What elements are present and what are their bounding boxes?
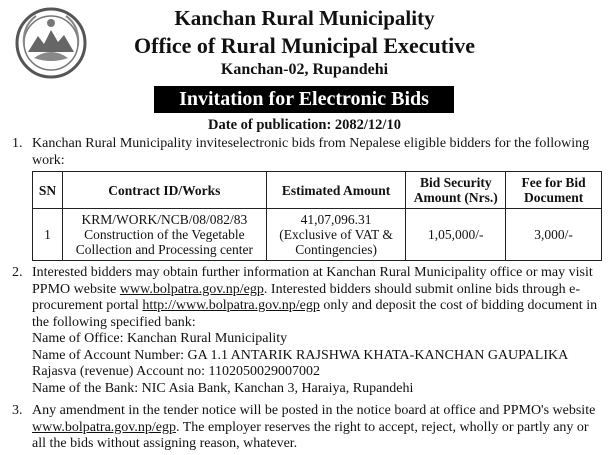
column-header: Estimated Amount xyxy=(266,172,406,209)
estimated-amount: 41,07,096.31 xyxy=(300,212,372,227)
column-header: SN xyxy=(33,172,63,209)
column-header: Bid Security Amount (Nrs.) xyxy=(406,172,506,209)
paragraph-number: 2. xyxy=(12,265,23,280)
table-header-row xyxy=(33,172,602,209)
column-header: Contract ID/Works xyxy=(62,172,266,209)
bank-name-line: Name of the Bank: NIC Asia Bank, Kanchan 3, Haraiya, Rupandehi xyxy=(32,380,414,396)
cell-fee: 3,000/- xyxy=(506,209,602,261)
cell-sn: 1 xyxy=(33,209,63,261)
account-number-line: Rajasva (revenue) Account no: 1102050029007002 xyxy=(32,364,320,379)
paragraph-text: . The employer reserves the right to accept, reject, wholly or partly any or all the bids without assigning reason, whatever. xyxy=(32,419,589,451)
ppmo-website-link[interactable]: www.bolpatra.gov.np/egp xyxy=(32,419,176,435)
paragraph-number: 3. xyxy=(12,403,23,418)
paragraph-3 xyxy=(12,403,602,453)
paragraph-1 xyxy=(12,136,602,169)
work-description: Collection and Processing center xyxy=(75,242,254,257)
bid-details-table xyxy=(32,171,602,261)
paragraph-2 xyxy=(12,265,602,397)
work-description: Construction of the Vegetable xyxy=(84,227,245,242)
ppmo-website-link[interactable]: www.bolpatra.gov.np/egp xyxy=(119,281,264,297)
paragraph-text: only and deposit the cost of bidding document in the following specified bank: xyxy=(32,298,598,330)
paragraph-text: Kanchan Rural Municipality inviteselectronic bids from Nepalese eligible bidders for the following work: xyxy=(32,136,590,168)
office-name: Office of Rural Municipal Executive xyxy=(134,33,475,58)
cell-amount xyxy=(266,209,406,261)
paragraph-number: 1. xyxy=(12,136,23,151)
contract-id: KRM/WORK/NCB/08/082/83 xyxy=(81,212,248,227)
amount-note: Contingencies) xyxy=(295,242,377,257)
paragraph-text: Any amendment in the tender notice will be posted in the notice board at office and PPMO's website xyxy=(32,403,596,418)
office-name-line: Name of Office: Kanchan Rural Municipality xyxy=(32,331,288,346)
e-procurement-portal-link[interactable]: http://www.bolpatra.gov.np/egp xyxy=(142,298,320,313)
table-row xyxy=(33,209,602,261)
amount-note: (Exclusive of VAT & xyxy=(279,227,393,242)
paragraph-text: Interested bidders may obtain further information at Kanchan Rural Municipality office or may visit PPMO website xyxy=(32,265,593,297)
publication-date: Date of publication: 2082/12/10 xyxy=(208,117,401,133)
account-name-line: Name of Account Number: GA 1.1 ANTARIK RAJSHWA KHATA-KANCHAN GAUPALIKA xyxy=(32,347,569,363)
municipality-name: Kanchan Rural Municipality xyxy=(174,6,435,30)
column-header: Fee for Bid Document xyxy=(506,172,602,209)
cell-bid-security: 1,05,000/- xyxy=(406,209,506,261)
office-address: Kanchan-02, Rupandehi xyxy=(220,61,389,78)
paragraph-text: . Interested bidders should submit online bids through e-procurement portal xyxy=(32,281,581,313)
notice-title-banner: Invitation for Electronic Bids xyxy=(154,86,454,113)
cell-contract xyxy=(62,209,266,261)
